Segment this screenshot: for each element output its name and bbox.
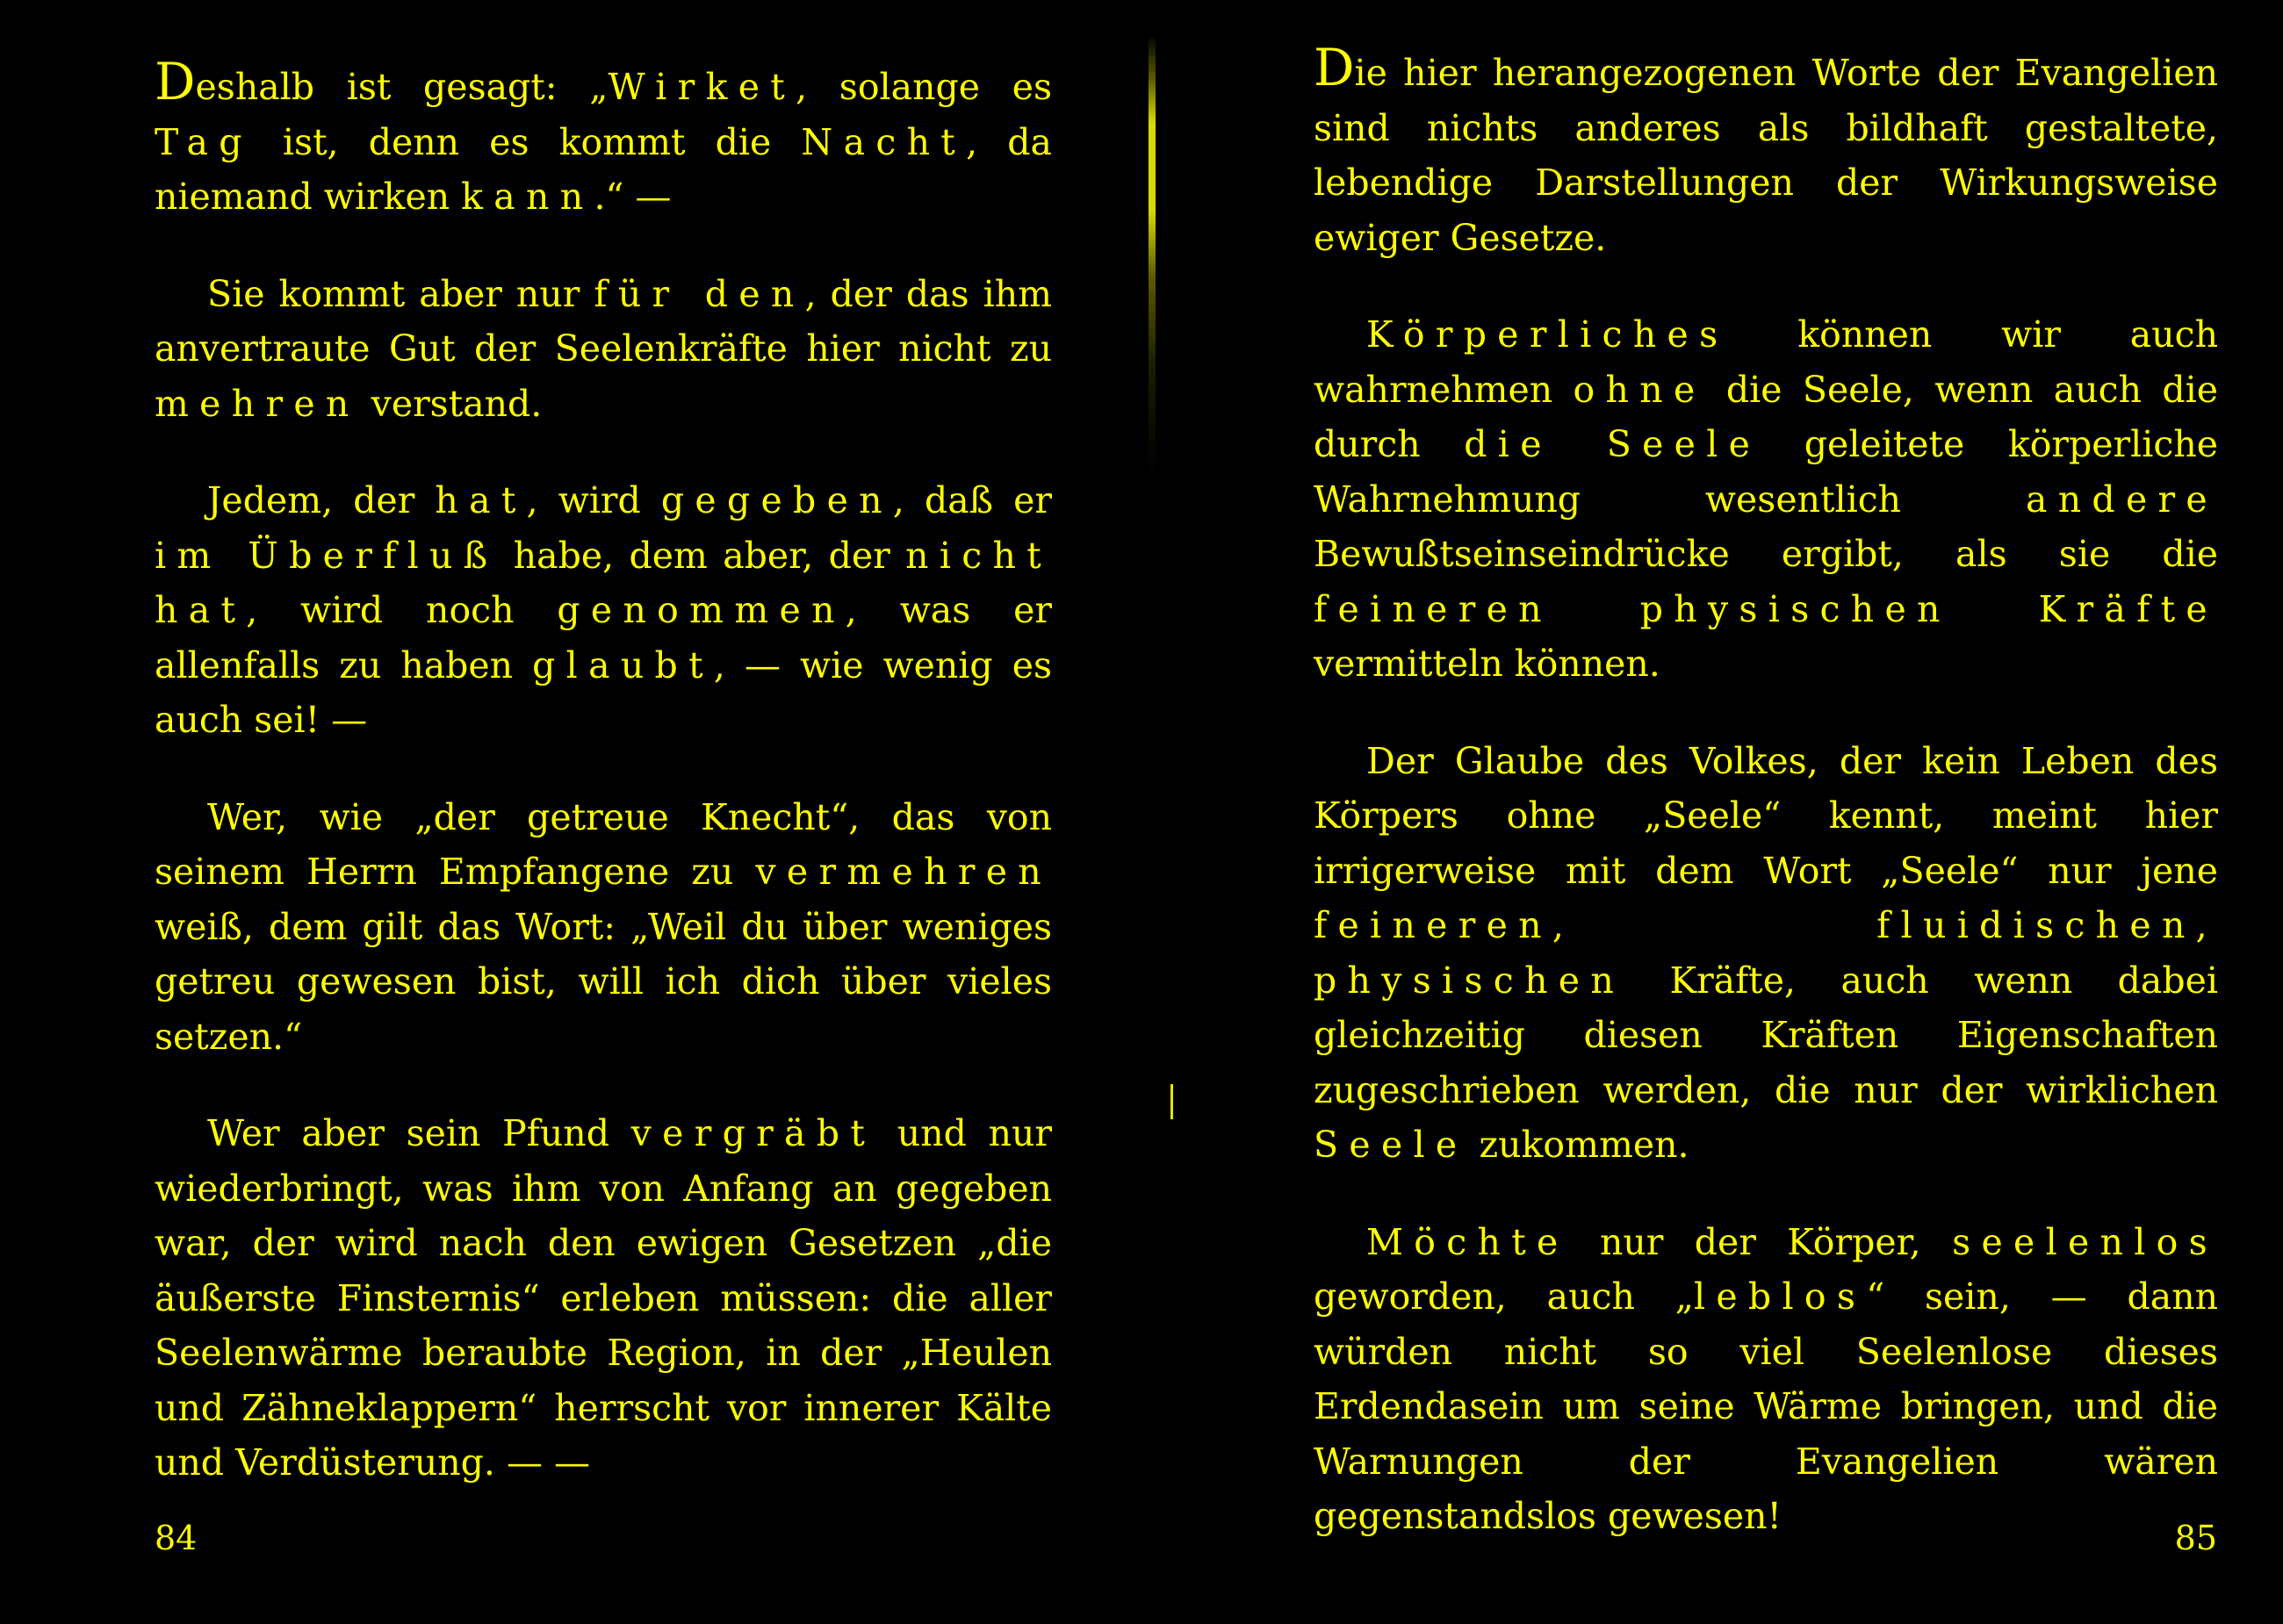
text-run: ist, denn es kommt die [252,120,802,163]
text-run: , solange es [796,66,1052,108]
text-run: können wir auch wahrnehmen [1314,313,2218,411]
drop-cap: D [1314,38,1355,97]
paragraph [1314,1215,2218,1544]
text-run: Wer aber sein Pfund [207,1112,631,1154]
paragraph [1314,38,2218,265]
spaced-emphasis: mehren [155,382,360,425]
spaced-emphasis: glaubt [532,643,714,686]
right-page-number: 85 [2174,1519,2217,1557]
text-run: die Seele, wenn auch die durch [1314,368,2219,465]
spaced-emphasis: vergräbt [630,1112,876,1154]
text-run: , was er allenfalls zu haben [155,589,1052,686]
paragraph [155,267,1052,432]
paragraph [1314,734,2218,1173]
text-run: eshalb ist gesagt: „ [195,66,609,108]
text-run: Bewußtseinseindrücke ergibt, als sie die [1314,533,2218,575]
text-run: , da niemand wirken [155,120,1052,218]
spaced-emphasis: kann [461,176,594,218]
spaced-emphasis: Körperliches [1366,313,1729,356]
text-run: Der Glaube des Volkes, der kein Leben des Körpers ohne „Seele“ kennt, meint hier irrigerweise mit dem Wort „Seele“ nur jene [1314,739,2218,892]
text-run: Kräfte, auch wenn dabei gleichzeitig diesen Kräften Eigenschaften zugeschrieben werden, die nur der wirklichen [1314,959,2218,1111]
text-run: vermitteln können. [1314,643,1660,685]
spaced-emphasis: im Überfluß [155,534,499,577]
drop-cap: D [155,52,196,111]
text-run: verstand. [359,382,543,425]
spaced-emphasis: andere [2025,478,2218,521]
text-run: , wird [526,479,661,521]
spaced-emphasis: genommen [557,589,846,631]
right-page-text [1314,38,2219,1586]
text-run: , daß er [892,479,1053,521]
paragraph [155,473,1052,748]
spaced-emphasis: seelenlos [1952,1220,2218,1263]
paragraph [155,790,1052,1065]
text-run: nur der Körper, [1568,1220,1953,1263]
text-run: “ sein, — dann würden nicht so viel Seelenlose dieses Erdendasein um seine Wärme bringen, und die Warnungen der Evangelien wären gegenstandslos gewesen! [1314,1275,2219,1537]
left-page-text [155,52,1053,1533]
spaced-emphasis: die Seele [1464,423,1761,465]
text-run: Wer, wie „der getreue Knecht“, das von seinem Herrn Empfangene zu [155,795,1052,893]
spaced-emphasis: feineren, fluidischen, physischen [1314,904,2218,1002]
spaced-emphasis: ohne [1573,368,1706,411]
text-run: Sie kommt aber nur [207,272,594,315]
left-page-number: 84 [155,1519,198,1557]
text-run: und nur wiederbringt, was ihm von Anfang an gegeben war, der wird nach den ewigen Gesetzen „die äußerste Finsternis“ erleben müssen: die aller Seelenwärme beraubte Region, in der „Heulen und Zähneklappern“ herrscht vor innerer Kälte und Verdüsterung. — — [155,1112,1052,1484]
text-run: weiß, dem gilt das Wort: „Weil du über weniges getreu gewesen bist, will ich dich über vieles setzen.“ [155,905,1052,1058]
right-page [1142,0,2283,1624]
text-run: .“ — [594,176,672,218]
spaced-emphasis: Möchte [1366,1220,1569,1263]
spaced-emphasis: leblos [1693,1275,1867,1318]
spaced-emphasis: feineren physischen Kräfte [1314,587,2218,630]
spaced-emphasis: gegeben [660,479,893,521]
paragraph [155,1106,1052,1491]
text-run: , der das ihm anvertraute Gut der Seelenkräfte hier nicht zu [155,272,1052,370]
spaced-emphasis: Wirket [608,66,796,108]
spaced-emphasis: hat [435,479,527,521]
text-run: Jedem, der [207,479,436,521]
spaced-emphasis: für den [594,272,805,315]
text-run: , — wie wenig es auch sei! — [155,643,1052,741]
spaced-emphasis: vermehren [755,851,1052,893]
spaced-emphasis: Tag [155,120,253,163]
text-run: zukommen. [1467,1124,1689,1166]
spaced-emphasis: nicht hat [155,534,1052,631]
text-run: habe, dem aber, der [498,534,906,577]
text-run: geworden, auch „ [1314,1275,1694,1318]
text-run: geleitete körperliche Wahrnehmung wesentlich [1314,423,2218,521]
spaced-emphasis: Nacht [801,120,967,163]
paragraph [1314,307,2218,692]
paragraph [155,52,1052,225]
text-run: , wird noch [246,589,558,631]
text-run: ie hier herangezogenen Worte der Evangelien sind nichts anderes als bildhaft gestaltete, lebendige Darstellungen der Wirkungsweise ewiger Gesetze. [1314,52,2218,259]
spaced-emphasis: Seele [1314,1124,1468,1166]
